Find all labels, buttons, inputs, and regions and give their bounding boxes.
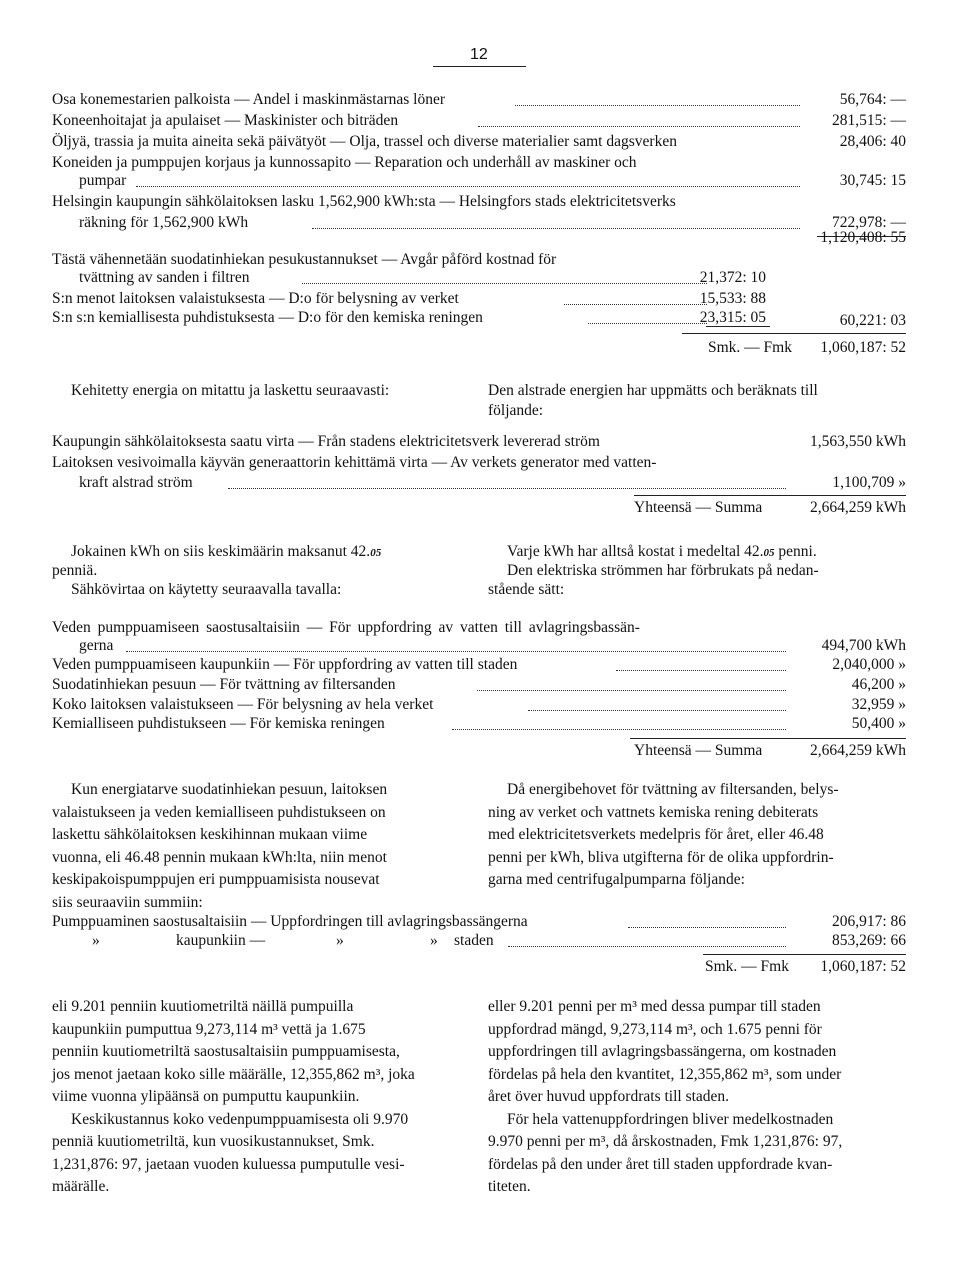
- para-line: titeten.: [488, 1178, 531, 1195]
- leader-dots: [588, 323, 707, 324]
- price-sv-text: Varje kWh har alltså kostat i medeltal 42.: [507, 543, 764, 560]
- pumping-total-label: Smk. — Fmk: [705, 958, 789, 975]
- energy-total-label: Yhteensä — Summa: [634, 499, 763, 516]
- distribution-sv: [488, 779, 906, 892]
- cost-row-amount: 30,745: 15: [839, 172, 906, 189]
- para-line: eller 9.201 penni per m³ med dessa pumpar till staden: [488, 998, 821, 1015]
- total-label: Smk. — Fmk: [708, 339, 792, 356]
- leader-dots: [564, 304, 707, 305]
- cost-row-text: Osa konemestarien palkoista — Andel i maskinmästarnas löner: [52, 91, 446, 108]
- deductions-intro: Tästä vähennetään suodatinhiekan pesukustannukset — Avgår påförd kostnad för: [52, 251, 557, 268]
- energy-intro-sv: Den alstrade energien har uppmätts och beräknats till: [488, 382, 818, 399]
- para-line: fördelas på den under året till staden uppfordrade kvan-: [488, 1155, 833, 1173]
- usage-total: 2,664,259 kWh: [809, 742, 906, 759]
- price-sv-decimals: 05: [763, 547, 775, 559]
- cost-row-text: Koneenhoitajat ja apulaiset — Maskinister och biträden: [52, 112, 399, 129]
- energy-total-rule: [634, 495, 906, 496]
- para-line: vuonna, eli 46.48 pennin mukaan kWh:lta, niin menot: [52, 848, 387, 866]
- page-number: 12: [470, 46, 488, 63]
- energy-intro-sv: följande:: [488, 402, 544, 419]
- para-line: penniin kuutiometriltä saostusaltaisiin pumppuamisesta,: [52, 1043, 400, 1060]
- energy-total: 2,664,259 kWh: [809, 499, 906, 516]
- cost-row-amount: 722,978: —: [831, 214, 906, 231]
- leader-dots: [478, 126, 800, 127]
- energy-row-amount: 1,100,709 »: [832, 474, 906, 491]
- leader-dots: [126, 651, 786, 652]
- cost-row-text: räkning för 1,562,900 kWh: [79, 214, 249, 231]
- usage-intro-sv: stående sätt:: [488, 581, 565, 598]
- leader-dots: [515, 105, 800, 106]
- deduction-amount: 15,533: 88: [699, 290, 766, 307]
- deductions-intro: tvättning av sanden i filtren: [79, 269, 250, 286]
- usage-row-text: Veden pumppuamiseen saostusaltaisiin — För uppfordring av vatten till avlagringsbassän-: [52, 619, 640, 636]
- para-line: penniä kuutiometriltä, kun vuosikustannukset, Smk.: [52, 1133, 375, 1150]
- cost-row-amount: 281,515: —: [831, 112, 906, 129]
- cost-row-text: Öljyä, trassia ja muita aineita sekä päivätyöt — Olja, trassel och diverse materialier samt dagsverken: [52, 133, 677, 150]
- deduction-amount: 23,315: 05: [699, 309, 766, 326]
- price-fi-decimals: 05: [370, 547, 382, 559]
- usage-row-amount: 46,200 »: [851, 676, 906, 693]
- para-line: fördelas på hela den kvantitet, 12,355,862 m³, som under: [488, 1065, 842, 1083]
- usage-intro-sv: Den elektriska strömmen har förbrukats på nedan-: [507, 562, 819, 579]
- cost-row-text: Koneiden ja pumppujen korjaus ja kunnossapito — Reparation och underhåll av maskiner och: [52, 154, 637, 171]
- usage-total-label: Yhteensä — Summa: [634, 742, 763, 759]
- para-line: året över huvud uppfordrats till staden.: [488, 1088, 730, 1105]
- para-line: uppfordrad mängd, 9,273,114 m³, och 1.675 penni för: [488, 1020, 822, 1038]
- para-line: ning av verket och vattnets kemiska rening debiterats: [488, 803, 819, 821]
- para-line: eli 9.201 penniin kuutiometriltä näillä pumpuilla: [52, 998, 354, 1015]
- deduction-rule: [706, 326, 770, 327]
- para-line: Kun energiatarve suodatinhiekan pesuun, laitoksen: [71, 781, 388, 798]
- total-rule: [682, 333, 906, 334]
- price-fi-unit: penniä.: [52, 562, 98, 579]
- cost-row-text: pumpar: [79, 172, 127, 189]
- leader-dots: [508, 946, 786, 947]
- pumping-row-amount: 206,917: 86: [831, 913, 906, 930]
- unit-cost-sv: [488, 996, 906, 1199]
- para-line: jos menot jaetaan koko sille määrälle, 12,355,862 m³, joka: [52, 1065, 415, 1083]
- para-line: keskipakoispumppujen eri pumppuamisista nousevat: [52, 871, 380, 888]
- para-line: uppfordringen till avlagringsbassängerna, om kostnaden: [488, 1043, 837, 1060]
- leader-dots: [228, 488, 786, 489]
- energy-row-text: Laitoksen vesivoimalla käyvän generaattorin kehittämä virta — Av verkets generator med vatten-: [52, 454, 657, 471]
- usage-total-rule: [630, 738, 906, 739]
- deduction-text: S:n menot laitoksen valaistuksesta — D:o för belysning av verket: [52, 290, 459, 307]
- para-line: penni per kWh, bliva utgifterna för de olika uppfordrin-: [488, 848, 834, 866]
- pumping-row-text: staden: [454, 932, 494, 949]
- leader-dots: [628, 927, 786, 928]
- costs-total: 1,060,187: 52: [820, 339, 906, 356]
- price-sv-unit: penni.: [774, 543, 817, 560]
- para-line: siis seuraaviin summiin:: [52, 893, 203, 911]
- para-line: 1,231,876: 97, jaetaan vuoden kuluessa pumputulle vesi-: [52, 1155, 405, 1173]
- pumping-row-text: kaupunkiin —: [176, 932, 266, 949]
- usage-row-text: gerna: [79, 637, 114, 654]
- para-line: viime vuonna ylipäänsä on pumputtu kaupunkiin.: [52, 1088, 360, 1105]
- para-line: kaupunkiin pumputtua 9,273,114 m³ vettä ja 1.675: [52, 1020, 366, 1038]
- ditto-mark: »: [430, 932, 438, 949]
- cost-row-text: Helsingin kaupungin sähkölaitoksen lasku 1,562,900 kWh:sta — Helsingfors stads elektricitetsverks: [52, 193, 676, 210]
- para-line: laskettu sähkölaitoksen keskihinnan mukaan viime: [52, 826, 368, 843]
- para-line: 9.970 penni per m³, då årskostnaden, Fmk 1,231,876: 97,: [488, 1133, 843, 1150]
- leader-dots: [302, 283, 707, 284]
- leader-dots: [452, 729, 786, 730]
- unit-cost-fi: [52, 996, 470, 1199]
- price-fi-text: Jokainen kWh on siis keskimäärin maksanut 42.: [71, 543, 371, 560]
- leader-dots: [616, 670, 786, 671]
- cost-row-amount: 56,764: —: [839, 91, 906, 108]
- energy-intro-fi: Kehitetty energia on mitattu ja laskettu seuraavasti:: [71, 382, 390, 399]
- para-line: valaistukseen ja veden kemialliseen puhdistukseen on: [52, 803, 386, 821]
- para-line: määrälle.: [52, 1178, 110, 1195]
- deductions-total: 60,221: 03: [839, 312, 906, 329]
- price-fi: [71, 541, 381, 564]
- usage-row-amount: 50,400 »: [851, 715, 906, 732]
- para-line: Då energibehovet för tvättning av filtersanden, belys-: [507, 781, 839, 798]
- ditto-mark: »: [92, 932, 100, 949]
- para-line: För hela vattenuppfordringen bliver medelkostnaden: [507, 1110, 834, 1128]
- usage-row-text: Veden pumppuamiseen kaupunkiin — För uppfordring av vatten till staden: [52, 656, 518, 673]
- usage-row-text: Suodatinhiekan pesuun — För tvättning av filtersanden: [52, 676, 396, 693]
- usage-intro-fi: Sähkövirtaa on käytetty seuraavalla tavalla:: [71, 581, 342, 598]
- leader-dots: [528, 710, 786, 711]
- deduction-text: S:n s:n kemiallisesta puhdistuksesta — D:o för den kemiska reningen: [52, 309, 483, 326]
- leader-dots: [312, 228, 800, 229]
- leader-dots: [477, 690, 786, 691]
- pumping-row-amount: 853,269: 66: [831, 932, 906, 949]
- cost-subtotal: 1,120,408: 55: [820, 229, 906, 246]
- energy-row-text: kraft alstrad ström: [79, 474, 193, 491]
- para-line: Keskikustannus koko vedenpumppuamisesta oli 9.970: [71, 1110, 409, 1128]
- ditto-mark: »: [336, 932, 344, 949]
- usage-row-amount: 494,700 kWh: [821, 637, 906, 654]
- energy-row-text: Kaupungin sähkölaitoksesta saatu virta — Från stadens elektricitetsverk levererad ström: [52, 433, 600, 450]
- page-number-rule: [433, 66, 526, 67]
- distribution-fi: [52, 779, 469, 914]
- usage-row-amount: 32,959 »: [851, 696, 906, 713]
- leader-dots: [136, 186, 800, 187]
- para-line: garna med centrifugalpumparna följande:: [488, 871, 745, 888]
- energy-row-amount: 1,563,550 kWh: [809, 433, 906, 450]
- cost-row-amount: 28,406: 40: [839, 133, 906, 150]
- pumping-total: 1,060,187: 52: [820, 958, 906, 975]
- pumping-row-text: Pumppuaminen saostusaltaisiin — Uppfordringen till avlagringsbassängerna: [52, 913, 528, 930]
- usage-row-text: Koko laitoksen valaistukseen — För belysning av hela verket: [52, 696, 434, 713]
- usage-row-text: Kemialliseen puhdistukseen — För kemiska reningen: [52, 715, 385, 732]
- usage-row-amount: 2,040,000 »: [832, 656, 906, 673]
- deduction-amount: 21,372: 10: [699, 269, 766, 286]
- para-line: med elektricitetsverkets medelpris för året, eller 46.48: [488, 826, 824, 843]
- pumping-total-rule: [703, 954, 906, 955]
